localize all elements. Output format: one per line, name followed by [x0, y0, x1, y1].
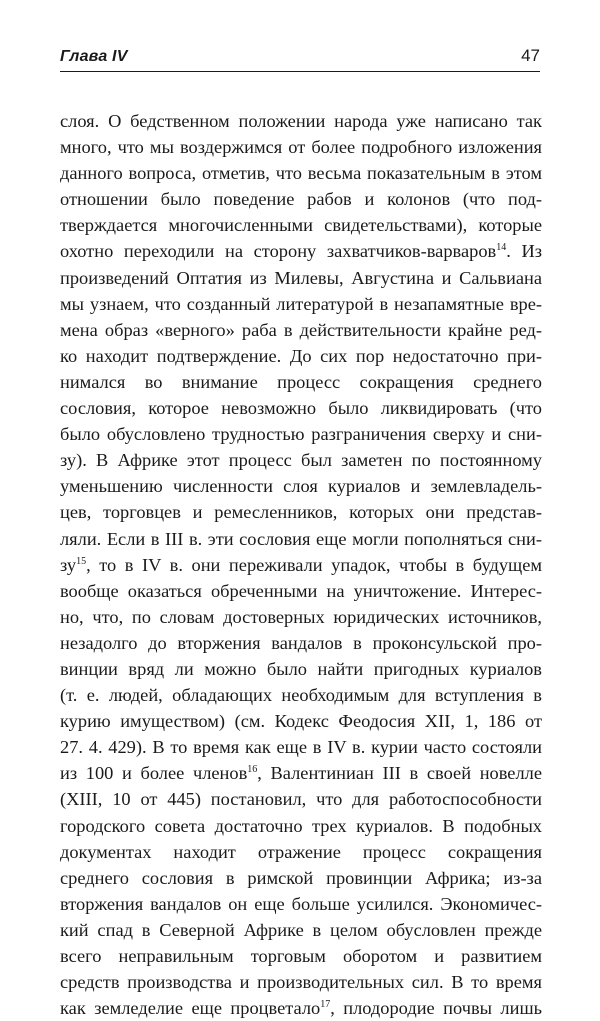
- text-segment: ляли. Если в III в. эти сословия еще могли пополняться сни-: [60, 528, 542, 549]
- text-segment: , то в IV в. они переживали упадок, чтобы в будущем: [86, 554, 542, 575]
- text-line: [60, 917, 542, 943]
- footnote-marker: 14: [496, 242, 507, 254]
- footnote-marker: 15: [76, 555, 87, 567]
- text-segment: вообще оказаться обреченными на уничтожение. Интерес-: [60, 580, 542, 601]
- text-line: [60, 760, 542, 786]
- text-segment: тверждается многочисленными свидетельствами), которые: [60, 215, 542, 236]
- text-line: [60, 421, 542, 447]
- text-line: [60, 395, 542, 421]
- text-segment: нимался во внимание процесс сокращения среднего: [60, 371, 542, 392]
- text-segment: как земледелие еще процветало: [60, 998, 321, 1019]
- page-number: 47: [521, 46, 540, 65]
- text-segment: зу). В Африке этот процесс был заметен по постоянному: [60, 450, 542, 471]
- text-line: [60, 265, 542, 291]
- text-line: [60, 969, 542, 995]
- text-segment: , плодородие почвы лишь: [330, 998, 542, 1019]
- text-segment: винции вряд ли можно было найти пригодных куриалов: [60, 658, 542, 679]
- text-line: [60, 839, 542, 865]
- text-line: [60, 813, 542, 839]
- text-segment: среднего сословия в римской провинции Африка; из-за: [60, 867, 542, 888]
- text-segment: было обусловлено трудностью разграничения сверху и сни-: [60, 424, 542, 445]
- text-line: [60, 526, 542, 552]
- text-segment: , Валентиниан III в своей новелле: [257, 763, 542, 784]
- footnote-marker: 16: [247, 764, 258, 776]
- text-line: [60, 160, 542, 186]
- text-line: [60, 943, 542, 969]
- text-line: [60, 995, 542, 1021]
- text-segment: мы узнаем, что созданный литературой в незапамятные вре-: [60, 293, 542, 314]
- text-segment: охотно переходили на сторону захватчиков-варваров: [60, 241, 497, 262]
- text-line: [60, 369, 542, 395]
- text-segment: документах находит отражение процесс сокращения: [60, 841, 542, 862]
- text-segment: (XIII, 10 от 445) постановил, что для работоспособности: [60, 789, 542, 810]
- text-segment: кий спад в Северной Африке в целом обусловлен прежде: [60, 919, 542, 940]
- chapter-label: Глава IV: [60, 48, 128, 65]
- text-line: [60, 604, 542, 630]
- text-segment: зу: [60, 554, 77, 575]
- text-segment: средств производства и производительных сил. В то время: [60, 972, 542, 993]
- text-segment: отношении было поведение рабов и колонов (что под-: [60, 189, 542, 210]
- running-head: [60, 44, 540, 72]
- text-line: [60, 343, 542, 369]
- text-segment: 27. 4. 429). В то время как еще в IV в. курии часто состояли: [60, 737, 542, 758]
- text-line: [60, 238, 542, 264]
- text-segment: произведений Оптатия из Милевы, Августина и Сальвиана: [60, 267, 542, 288]
- text-segment: но, что, по словам достоверных юридических источников,: [60, 606, 542, 627]
- text-segment: (т. е. людей, обладающих необходимым для вступления в: [60, 685, 542, 706]
- text-segment: всего неправильным торговым оборотом и развитием: [60, 946, 542, 966]
- text-segment: незадолго до вторжения вандалов в проконсульской про-: [60, 632, 542, 653]
- text-line: [60, 186, 542, 212]
- text-line: [60, 317, 542, 343]
- text-line: [60, 578, 542, 604]
- text-segment: вторжения вандалов он еще больше усилился. Экономичес-: [60, 893, 542, 914]
- text-segment: данного вопроса, отметив, что весьма показательным в этом: [60, 163, 542, 184]
- text-line: [60, 212, 542, 238]
- text-segment: . Из: [506, 241, 542, 262]
- body-text: [60, 108, 542, 1021]
- text-line: [60, 865, 542, 891]
- text-segment: сословия, которое невозможно было ликвидировать (что: [60, 398, 542, 419]
- text-line: [60, 630, 542, 656]
- text-line: [60, 682, 542, 708]
- text-line: [60, 656, 542, 682]
- text-segment: слоя. О бедственном положении народа уже написано так: [60, 111, 542, 131]
- text-line: [60, 708, 542, 734]
- text-line: [60, 786, 542, 812]
- text-line: [60, 552, 542, 578]
- text-line: [60, 291, 542, 317]
- text-segment: ко находит подтверждение. До сих пор недостаточно при-: [60, 345, 542, 366]
- text-line: [60, 891, 542, 917]
- header-rule: [60, 71, 540, 72]
- text-segment: уменьшению численности слоя куриалов и землевладель-: [60, 476, 542, 497]
- text-segment: из 100 и более членов: [60, 763, 248, 784]
- text-line: [60, 734, 542, 760]
- text-segment: городского совета достаточно трех куриалов. В подобных: [60, 815, 542, 836]
- text-line: [60, 134, 542, 160]
- text-line: [60, 447, 542, 473]
- text-segment: цев, торговцев и ремесленников, которых они представ-: [60, 502, 542, 523]
- text-line: [60, 108, 542, 134]
- text-segment: курию имуществом) (см. Кодекс Феодосия XII, 1, 186 от: [60, 711, 542, 732]
- text-line: [60, 499, 542, 525]
- text-segment: мена образ «верного» раба в действительности крайне ред-: [60, 319, 542, 340]
- footnote-marker: 17: [320, 999, 331, 1011]
- text-line: [60, 473, 542, 499]
- text-segment: много, что мы воздержимся от более подробного изложения: [60, 137, 542, 158]
